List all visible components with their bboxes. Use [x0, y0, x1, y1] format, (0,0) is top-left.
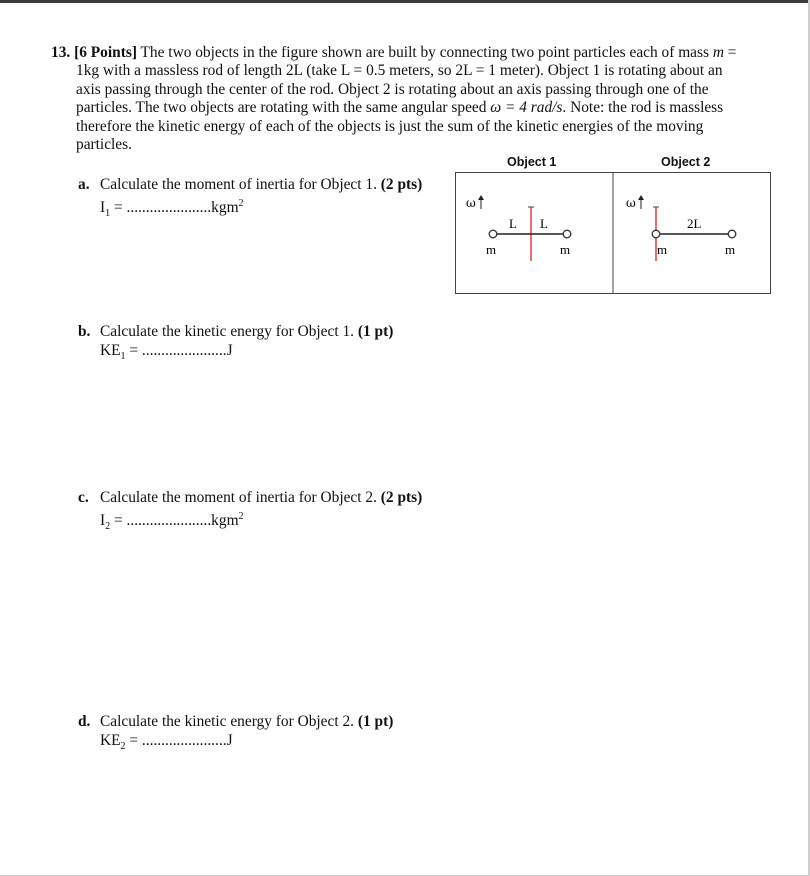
part-c-answer-line[interactable]: [78, 508, 422, 537]
part-letter: b.: [78, 323, 91, 340]
part-points: (2 pts): [380, 489, 423, 506]
answer-blank: = ......................: [125, 731, 227, 749]
part-text: Calculate the moment of inertia for Object 1.: [100, 176, 377, 193]
problem-line-4: [51, 99, 771, 117]
part-letter: c.: [78, 489, 89, 506]
label-2L: 2L: [687, 216, 702, 231]
particle-right-icon: [563, 230, 571, 238]
mass-label-right: m: [560, 242, 571, 257]
part-text: Calculate the moment of inertia for Object 2.: [100, 489, 377, 506]
problem-line-2: 1kg with a massless rod of length 2L (take L = 0.5 meters, so 2L = 1 meter). Object 1 is rotating about an: [76, 62, 723, 80]
label-L-left: L: [509, 216, 517, 231]
part-b: [78, 323, 393, 366]
answer-subscript: 1: [120, 350, 126, 362]
problem-line-1: [51, 44, 771, 62]
part-a-question: [78, 176, 422, 195]
part-a: [78, 176, 422, 223]
figure-box: [455, 172, 771, 294]
problem-line-5: therefore the kinetic energy of each of the objects is just the sum of the kinetic energies of the moving: [76, 117, 704, 135]
omega-icon: ω: [626, 196, 636, 210]
answer-subscript: 1: [105, 207, 111, 219]
problem-number: 13.: [51, 44, 71, 61]
answer-variable: I: [100, 198, 106, 216]
mass-label-end: m: [725, 242, 736, 257]
part-points: (1 pt): [357, 713, 394, 730]
answer-blank: = ......................: [125, 341, 227, 359]
object2-title: Object 2: [661, 155, 711, 169]
answer-variable: KE: [100, 341, 121, 359]
part-d-answer-line[interactable]: [78, 732, 393, 757]
problem-text: The two objects in the figure shown are built by connecting two point particles each of mass: [136, 44, 713, 61]
part-d: [78, 713, 393, 756]
figure-drawing: [456, 173, 770, 293]
part-points: (2 pts): [380, 176, 423, 193]
omega-icon: ω: [466, 196, 476, 210]
page-top-border: [0, 0, 810, 3]
answer-unit-superscript: 2: [238, 197, 244, 209]
particle-end-icon: [728, 230, 736, 238]
problem-points: [6 Points]: [74, 44, 137, 61]
answer-unit-superscript: 2: [238, 510, 244, 522]
answer-unit: J: [226, 341, 233, 359]
object1-diagram: [466, 195, 571, 261]
object2-diagram: [626, 195, 736, 261]
answer-variable: KE: [100, 731, 121, 749]
omega-arrowhead-icon: [638, 195, 644, 200]
answer-unit: J: [226, 731, 233, 749]
problem-text: particles. The two objects are rotating with the same angular speed: [76, 99, 491, 117]
objects-figure: [455, 155, 771, 295]
problem-line-6: particles.: [76, 136, 132, 154]
problem-statement: [51, 44, 771, 154]
problem-text: . Note: the rod is massless: [562, 99, 724, 117]
problem-text: =: [723, 44, 737, 61]
particle-pivot-icon: [652, 230, 660, 238]
answer-blank: = ......................: [110, 198, 212, 216]
part-d-question: [78, 713, 393, 732]
part-text: Calculate the kinetic energy for Object 2.: [100, 713, 354, 730]
answer-blank: = ......................: [110, 511, 212, 529]
answer-subscript: 2: [120, 740, 126, 752]
part-b-question: [78, 323, 393, 342]
omega-arrowhead-icon: [478, 195, 484, 200]
part-letter: a.: [78, 176, 90, 193]
part-points: (1 pt): [357, 323, 394, 340]
answer-unit: kgm: [211, 198, 239, 216]
part-a-answer-line[interactable]: [78, 195, 422, 224]
object1-title: Object 1: [507, 155, 557, 169]
part-b-answer-line[interactable]: [78, 342, 393, 367]
part-letter: d.: [78, 713, 91, 730]
problem-line-3: axis passing through the center of the rod. Object 2 is rotating about an axis passing through one of the: [76, 80, 709, 98]
part-c: [78, 489, 422, 536]
omega-expression: ω = 4 rad/s: [490, 99, 563, 117]
answer-subscript: 2: [105, 520, 111, 532]
part-text: Calculate the kinetic energy for Object 1.: [100, 323, 354, 340]
mass-label-pivot: m: [657, 242, 668, 257]
particle-left-icon: [489, 230, 497, 238]
label-L-right: L: [540, 216, 548, 231]
answer-variable: I: [100, 511, 106, 529]
mass-label-left: m: [486, 242, 497, 257]
part-c-question: [78, 489, 422, 508]
answer-unit: kgm: [211, 511, 239, 529]
mass-symbol: m: [712, 44, 724, 61]
